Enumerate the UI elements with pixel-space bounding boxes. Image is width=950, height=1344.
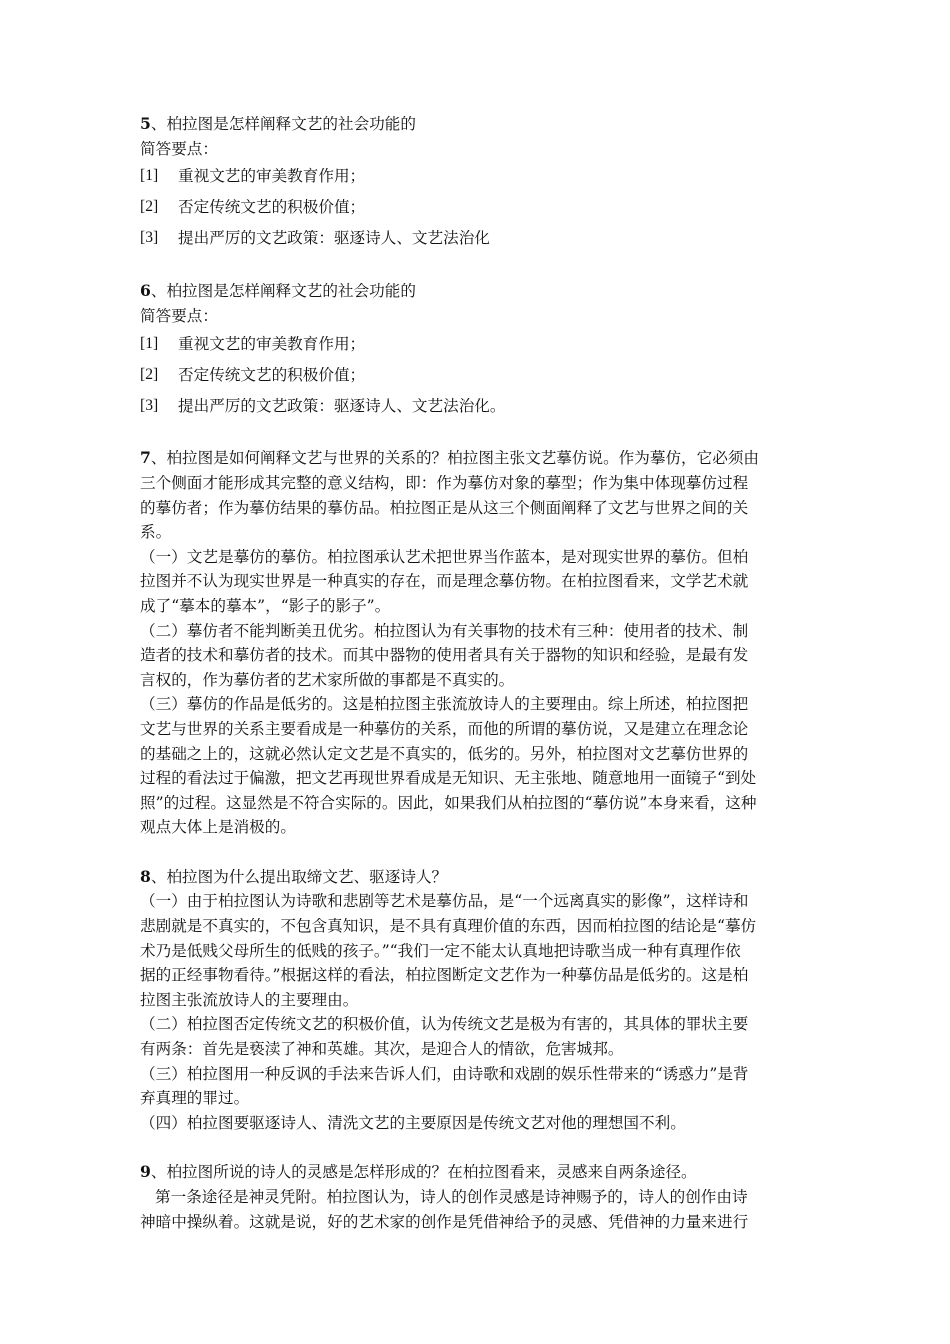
text-line: 三个侧面才能形成其完整的意义结构，即：作为摹仿对象的摹型；作为集中体现摹仿过程 (140, 473, 749, 492)
text-line: 文艺与世界的关系主要看成是一种摹仿的关系，而他的所谓的摹仿说，又是建立在理念论 (140, 719, 749, 738)
question-number: 6 (140, 281, 151, 301)
list-item: [3] 提出严厉的文艺政策：驱逐诗人、文艺法治化。 (140, 396, 506, 415)
text-line: （一）由于柏拉图认为诗歌和悲剧等艺术是摹仿品，是“一个远离真实的影像”，这样诗和 (140, 892, 749, 911)
text-line: 的基础之上的，这就必然认定文艺是不真实的，低劣的。另外，柏拉图对文艺摹仿世界的 (140, 744, 749, 763)
text-line: 第一条途径是神灵凭附。柏拉图认为，诗人的创作灵感是诗神赐予的，诗人的创作由诗 (155, 1188, 748, 1206)
question-number: 8 (140, 866, 151, 886)
text-line: 系。 (140, 523, 172, 542)
text-line: （一）文艺是摹仿的摹仿。柏拉图承认艺术把世界当作蓝本，是对现实世界的摹仿。但柏 (140, 547, 749, 566)
text-line: （二）柏拉图否定传统文艺的积极价值，认为传统文艺是极为有害的，其具体的罪状主要 (140, 1015, 749, 1034)
question-7 (140, 446, 820, 840)
question-number: 7 (140, 448, 151, 468)
question-8 (140, 865, 820, 1136)
question-title: 6、柏拉图是怎样阐释文艺的社会功能的 (140, 281, 416, 301)
text-line: 弃真理的罪过。 (140, 1089, 250, 1108)
text-line: 术乃是低贱父母所生的低贱的孩子。”“我们一定不能太认真地把诗歌当成一种有真理作依 (140, 941, 741, 960)
question-title: 5、柏拉图是怎样阐释文艺的社会功能的 (140, 114, 416, 133)
text-line: （二）摹仿者不能判断美丑优劣。柏拉图认为有关事物的技术有三种：使用者的技术、制 (140, 621, 749, 640)
question-9 (140, 1160, 820, 1234)
question-6 (140, 279, 820, 421)
text-line: 过程的看法过于偏激，把文艺再现世界看成是无知识、无主张地、随意地用一面镜子“到处 (140, 769, 757, 788)
question-title: 7、柏拉图是如何阐释文艺与世界的关系的？柏拉图主张文艺摹仿说。作为摹仿，它必须由 (140, 448, 760, 468)
question-5 (140, 112, 820, 254)
list-item: [1] 重视文艺的审美教育作用； (140, 334, 366, 353)
text-line: （三）柏拉图用一种反讽的手法来告诉人们，由诗歌和戏剧的娱乐性带来的“诱惑力”是背 (140, 1064, 749, 1083)
text-line: 成了“摹本的摹本”，“影子的影子”。 (140, 596, 391, 615)
question-title: 9、柏拉图所说的诗人的灵感是怎样形成的？在柏拉图看来，灵感来自两条途径。 (140, 1162, 697, 1182)
answer-label: 简答要点： (140, 306, 218, 325)
list-item: [2] 否定传统文艺的积极价值； (140, 198, 366, 217)
text-line: 拉图主张流放诗人的主要理由。 (140, 990, 359, 1009)
text-line: 观点大体上是消极的。 (140, 818, 296, 837)
question-number: 5 (140, 114, 151, 133)
text-line: 拉图并不认为现实世界是一种真实的存在，而是理念摹仿物。在柏拉图看来，文学艺术就 (140, 572, 749, 591)
answer-label: 简答要点： (140, 139, 218, 158)
document-page (140, 112, 820, 1259)
question-number: 9 (140, 1162, 151, 1182)
text-line: 言权的，作为摹仿者的艺术家所做的事都是不真实的。 (140, 670, 515, 689)
text-line: 有两条：首先是亵渎了神和英雄。其次，是迎合人的情欲，危害城邦。 (140, 1040, 624, 1059)
question-title: 8、柏拉图为什么提出取缔文艺、驱逐诗人？ (140, 866, 448, 886)
text-line: 神暗中操纵着。这就是说，好的艺术家的创作是凭借神给予的灵感、凭借神的力量来进行 (140, 1212, 749, 1231)
text-line: 照”的过程。这显然是不符合实际的。因此，如果我们从柏拉图的“摹仿说”本身来看，这种 (140, 793, 757, 812)
text-line: 的摹仿者；作为摹仿结果的摹仿品。柏拉图正是从这三个侧面阐释了文艺与世界之间的关 (140, 498, 749, 517)
list-item: [3] 提出严厉的文艺政策：驱逐诗人、文艺法治化 (140, 229, 490, 248)
text-line: （三）摹仿的作品是低劣的。这是柏拉图主张流放诗人的主要理由。综上所述，柏拉图把 (140, 695, 749, 714)
text-line: （四）柏拉图要驱逐诗人、清洗文艺的主要原因是传统文艺对他的理想国不利。 (140, 1113, 686, 1132)
list-item: [1] 重视文艺的审美教育作用； (140, 167, 366, 186)
text-line: 造者的技术和摹仿者的技术。而其中器物的使用者具有关于器物的知识和经验，是最有发 (140, 646, 749, 665)
text-line: 据的正经事物看待。”根据这样的看法，柏拉图断定文艺作为一种摹仿品是低劣的。这是柏 (140, 966, 749, 985)
text-line: 悲剧就是不真实的，不包含真知识，是不具有真理价值的东西，因而柏拉图的结论是“摹仿 (140, 917, 757, 936)
list-item: [2] 否定传统文艺的积极价值； (140, 365, 366, 384)
